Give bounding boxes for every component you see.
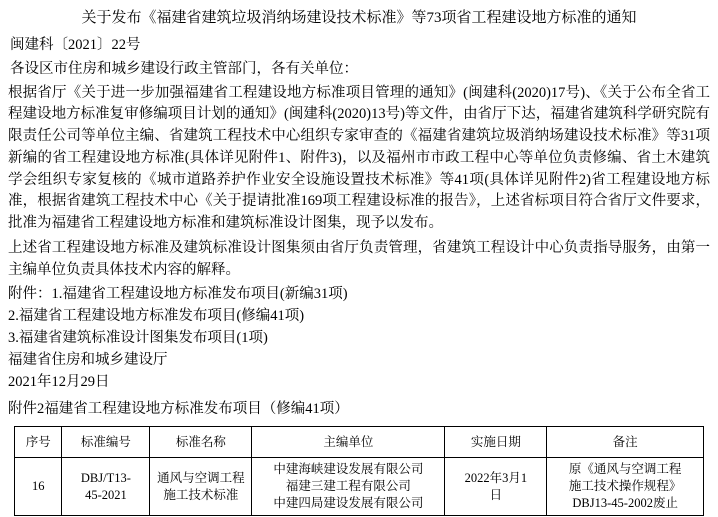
document-number: 闽建科〔2021〕22号: [10, 37, 141, 53]
cell-remark-line-2: 施工技术操作规程》: [568, 479, 682, 494]
cell-remark-line-1: 原《通风与空调工程: [568, 462, 682, 477]
cell-editor-line-1: 中建海峡建设发展有限公司: [273, 462, 424, 477]
column-header-remark: 备注: [547, 427, 704, 458]
cell-name: [150, 458, 252, 516]
table-row: [15, 458, 704, 516]
column-header-code: 标准编号: [62, 427, 150, 458]
cell-code-line-1: DBJ/T13-: [80, 470, 131, 485]
column-header-date: 实施日期: [445, 427, 547, 458]
cell-editor-line-3: 中建四局建设发展有限公司: [273, 496, 424, 511]
column-header-name: 标准名称: [150, 427, 252, 458]
body-paragraph-1: 根据省厅《关于进一步加强福建省工程建设地方标准项目管理的通知》(闽建科(2020)17号)、《关于公布全省工程建设地方标准复审修编项目计划的通知》(闽建科(2020)13号)等文件，由省厅下达，福建省建筑科学研究院有限责任公司等单位主编、省建筑工程技术中心组织专家审查的《福建省建筑垃圾消纳场建设技术标准》等31项新编的省工程建设地方标准(具体详见附件1、附件3)，以及福州市市政工程中心等单位负责修编、省土木建筑学会组织专家复核的《城市道路养护作业安全设施设置技术标准》等41项(具体详见附件2)省工程建设地方标准，根据省建筑工程技术中心《关于提请批准169项工程建设标准的报告》，上述省标项目符合省厅文件要求，批准为福建省工程建设地方标准和建筑标准设计图集，现予以发布。: [8, 84, 710, 232]
column-header-seq: 序号: [15, 427, 62, 458]
cell-date-line-2: 日: [489, 487, 503, 502]
cell-remark: [547, 458, 704, 516]
cell-remark-line-3: DBJ13-45-2002废止: [572, 496, 678, 511]
cell-name-line-2: 施工技术标准: [163, 487, 239, 502]
body-paragraph-2: 上述省工程建设地方标准及建筑标准设计图集须由省厅负责管理，省建筑工程设计中心负责指导服务，由第一主编单位负责具体技术内容的解释。: [8, 239, 710, 278]
standards-table: [14, 426, 704, 516]
table-header-row: [15, 427, 704, 458]
cell-seq: 16: [15, 458, 62, 516]
issuing-authority: 福建省住房和城乡建设厅: [8, 352, 168, 369]
document-title: 关于发布《福建省建筑垃圾消纳场建设技术标准》等73项省工程建设地方标准的通知: [81, 10, 637, 26]
issue-date: 2021年12月29日: [8, 374, 110, 391]
cell-code-line-2: 45-2021: [85, 487, 127, 502]
appendix-heading: 附件2福建省工程建设地方标准发布项目（修编41项）: [8, 401, 349, 418]
attachment-line-1: 附件：1.福建省工程建设地方标准发布项目(新编31项): [8, 286, 348, 303]
column-header-editor: 主编单位: [252, 427, 445, 458]
cell-editor: [252, 458, 445, 516]
cell-name-line-1: 通风与空调工程: [157, 470, 245, 485]
cell-code: [62, 458, 150, 516]
salutation: 各设区市住房和城乡建设行政主管部门，各有关单位：: [10, 61, 358, 78]
cell-date-line-1: 2022年3月1: [464, 470, 528, 485]
attachment-line-3: 3.福建省建筑标准设计图集发布项目(1项): [8, 330, 268, 347]
cell-date: [445, 458, 547, 516]
document-page: [0, 8, 718, 517]
cell-editor-line-2: 福建三建工程有限公司: [285, 479, 411, 494]
attachment-line-2: 2.福建省工程建设地方标准发布项目(修编41项): [8, 308, 305, 325]
